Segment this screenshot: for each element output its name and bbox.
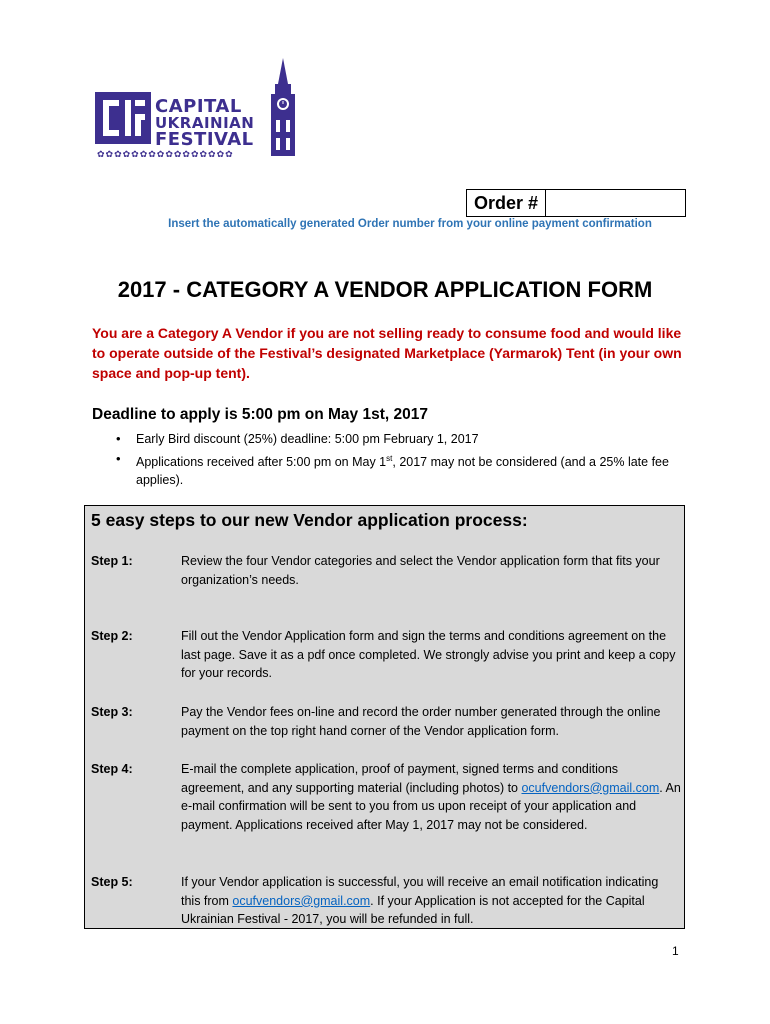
step-label: Step 3: — [91, 705, 133, 719]
page-title: 2017 - CATEGORY A VENDOR APPLICATION FORM — [117, 277, 653, 302]
deadline-list — [92, 430, 692, 491]
step-text-after: . An e-mail confirmation will be sent to you from us upon receipt of your application and payment. Applications received after May 1, 2017 may not be considered. — [181, 780, 681, 832]
logo-line-ukrainian: UKRAINIAN — [155, 114, 255, 132]
logo-line-capital: CAPITAL — [155, 96, 242, 117]
cuf-monogram-icon — [95, 92, 151, 156]
deadline-heading: Deadline to apply is 5:00 pm on May 1st, 2017 — [92, 406, 428, 423]
deadline-item-early-bird: • Early Bird discount (25%) deadline: 5:00 pm February 1, 2017 — [92, 430, 692, 448]
step-text-after: . If your Application is not accepted for the Capital Ukrainian Festival - 2017, you will be refunded in full. — [181, 893, 645, 926]
deadline-late-after: , 2017 may not be considered (and a 25% late fee applies). — [136, 455, 669, 488]
step-text — [181, 873, 681, 929]
deadline-late-sup: st — [386, 454, 393, 463]
step-text: Fill out the Vendor Application form and sign the terms and conditions agreement on the last page. Save it as a pdf once completed. We strongly advise you print and keep a copy for your records. — [181, 629, 676, 680]
step-text-before: E-mail the complete application, proof of payment, signed terms and conditions agreement, and any supporting material (including photos) to — [181, 762, 619, 795]
order-label: Order # — [467, 190, 546, 216]
order-hint: Insert the automatically generated Order number from your online payment confirmation — [168, 218, 652, 230]
step-label: Step 1: — [91, 554, 133, 568]
category-intro: You are a Category A Vendor if you are not selling ready to consume food and would like to operate outside of the Festival’s designated Marketplace (Yarmarok) Tent (in your own space and pop-up tent). — [92, 325, 682, 381]
page-number: 1 — [672, 944, 679, 958]
step-label: Step 4: — [91, 762, 133, 776]
step-text: Review the four Vendor categories and select the Vendor application form that fits your organization’s needs. — [181, 554, 660, 587]
deadline-item-late — [92, 450, 692, 489]
step-text-before: If your Vendor application is successful, you will receive an email notification indicating this from — [181, 875, 659, 908]
email-link[interactable]: ocufvendors@gmail.com — [521, 780, 660, 795]
step-text — [181, 760, 681, 834]
logo-line-festival: FESTIVAL — [155, 129, 254, 150]
festival-logo — [95, 58, 305, 162]
step-label: Step 5: — [91, 875, 133, 889]
steps-panel — [84, 505, 685, 929]
parliament-tower-icon — [265, 58, 301, 158]
steps-heading: 5 easy steps to our new Vendor application process: — [91, 510, 528, 530]
order-number-box — [466, 189, 686, 217]
deadline-late-before: Applications received after 5:00 pm on May 1 — [136, 455, 387, 470]
logo-ornament-row: ✿✿✿✿✿✿✿✿✿✿✿✿✿✿✿✿ — [97, 150, 234, 160]
email-link[interactable]: ocufvendors@gmail.com — [232, 893, 371, 908]
step-label: Step 2: — [91, 629, 133, 643]
step-text: Pay the Vendor fees on-line and record the order number generated through the online payment on the top right hand corner of the Vendor application form. — [181, 705, 661, 738]
order-number-field[interactable] — [546, 190, 685, 216]
